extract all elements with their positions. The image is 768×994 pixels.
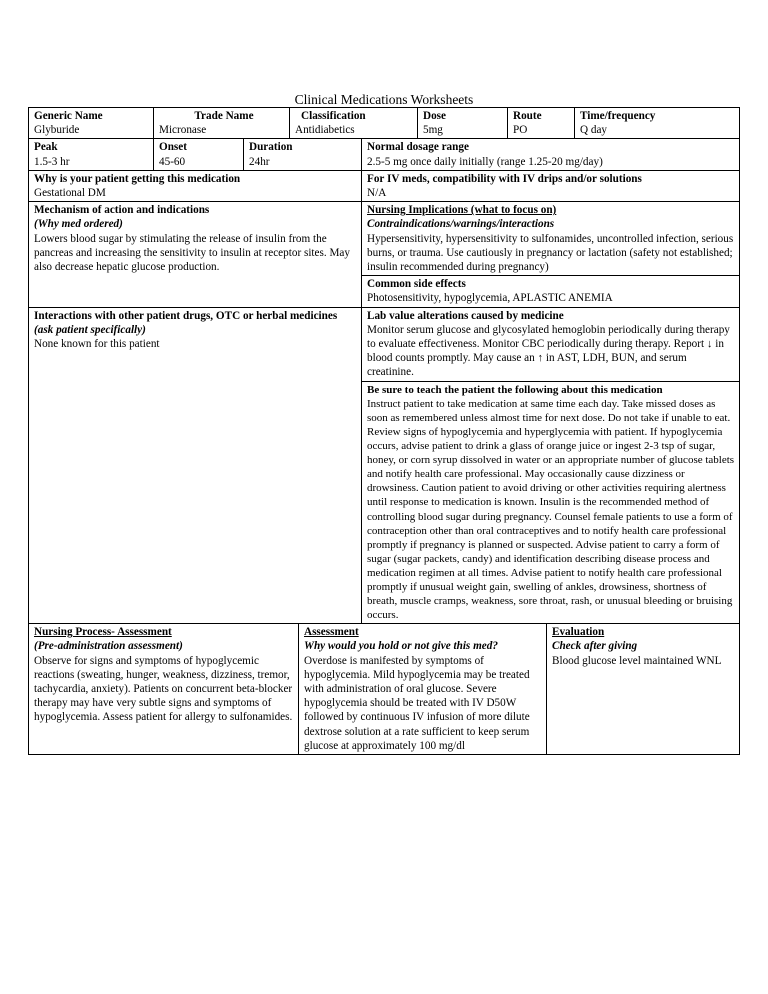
dose-cell bbox=[418, 108, 508, 138]
mechanism-row bbox=[29, 202, 739, 307]
patient-teaching-value: Instruct patient to take medication at same time each day. Take missed doses as soon as remembered unless almost time for next dose. Do not take if unable to eat. Review signs of hypoglycemia and hyperglycemia with patient. If hypoglycemia occurs, advise patient to drink a glass of orange juice or ingest 2-3 tsp of sugar, honey, or corn syrup dissolved in water or an appropriate number of glucose tablets and notify health care professional. May occasionally cause dizziness or drowsiness. Caution patient to avoid driving or other activities requiring alertness until response to medication is known. Insulin is the recommended method of controlling blood sugar during pregnancy. Counsel female patients to use a form of contraception other than oral contraceptives and to notify health care professional promptly if pregnancy is planned or suspected. Advise patient to carry a form of sugar (sugar packets, candy) and identification describing disease process and medication regimen at all times. Advise patient to notify health care professional promptly if unusual weight gain, swelling of ankles, drowsiness, shortness of breath, muscle cramps, weakness, sore throat, rash, or unusual bleeding or bruising occurs. bbox=[367, 397, 735, 622]
generic-name-cell bbox=[29, 108, 154, 138]
patient-teaching-cell bbox=[362, 382, 739, 624]
time-frequency-cell bbox=[575, 108, 739, 138]
classification-cell bbox=[290, 108, 418, 138]
implications-column bbox=[362, 202, 739, 306]
nursing-implications-label: Nursing Implications (what to focus on) bbox=[367, 204, 557, 217]
pre-administration-value: Observe for signs and symptoms of hypoglycemic reactions (sweating, hunger, weakness, dizziness, tremor, tachycardia, anxiety). Patients on concurrent beta-blocker therapy may have very subtle signs and symptoms of hypoglycemia. Assess patient for allergy to sulfonamides. bbox=[34, 654, 293, 724]
pre-administration-label: (Pre-administration assessment) bbox=[34, 640, 183, 653]
drug-info-row bbox=[29, 108, 739, 139]
peak-value: 1.5-3 hr bbox=[34, 155, 70, 168]
interactions-sublabel: (ask patient specifically) bbox=[34, 323, 146, 336]
interactions-cell bbox=[29, 308, 362, 624]
hold-reason-label: Why would you hold or not give this med? bbox=[304, 640, 498, 653]
classification-label: Classification bbox=[301, 110, 366, 122]
assessment-label: Assessment bbox=[304, 626, 359, 639]
route-label: Route bbox=[513, 110, 542, 122]
contraindications-label: Contraindications/warnings/interactions bbox=[367, 218, 555, 231]
worksheet-table bbox=[28, 107, 740, 755]
nursing-implications-cell bbox=[362, 202, 739, 276]
onset-cell bbox=[154, 139, 244, 169]
hold-assessment-cell bbox=[299, 624, 547, 754]
pharmacokinetics-row bbox=[29, 139, 739, 170]
dose-value: 5mg bbox=[423, 124, 443, 137]
time-frequency-label: Time/frequency bbox=[580, 110, 656, 122]
onset-label: Onset bbox=[159, 141, 187, 154]
patient-teaching-label: Be sure to teach the patient the following about this medication bbox=[367, 383, 663, 396]
nursing-process-label: Nursing Process- Assessment bbox=[34, 626, 172, 639]
lab-alterations-value: Monitor serum glucose and glycosylated hemoglobin periodically during therapy to evaluate effectiveness. Monitor CBC periodically during therapy. Report ↓ in blood counts promptly. May cause an ↑ in AST, LDH, BUN, and serum creatinine. bbox=[367, 323, 730, 379]
check-after-label: Check after giving bbox=[552, 640, 638, 653]
mechanism-label: Mechanism of action and indications bbox=[34, 204, 210, 217]
lab-alterations-cell bbox=[362, 308, 739, 382]
trade-name-value: Micronase bbox=[159, 124, 207, 137]
side-effects-cell bbox=[362, 276, 739, 306]
why-patient-label: Why is your patient getting this medication bbox=[34, 172, 241, 185]
trade-name-label: Trade Name bbox=[194, 110, 254, 122]
trade-name-cell bbox=[154, 108, 290, 138]
duration-label: Duration bbox=[249, 141, 293, 154]
hold-reason-value: Overdose is manifested by symptoms of hypoglycemia. Mild hypoglycemia may be treated with administration of oral glucose. Severe hypoglycemia should be treated with IV D50W followed by continuous IV infusion of more dilute dextrose solution at a rate sufficient to keep serum glucose at approximately 100 mg/dl bbox=[304, 654, 530, 752]
dose-label: Dose bbox=[423, 110, 446, 122]
interactions-row bbox=[29, 308, 739, 625]
evaluation-label: Evaluation bbox=[552, 626, 605, 639]
lab-alterations-label: Lab value alterations caused by medicine bbox=[367, 309, 564, 322]
iv-compatibility-label: For IV meds, compatibility with IV drips and/or solutions bbox=[367, 172, 642, 185]
classification-value: Antidiabetics bbox=[295, 124, 355, 137]
normal-dosage-label: Normal dosage range bbox=[367, 141, 469, 154]
interactions-value: None known for this patient bbox=[34, 338, 160, 351]
normal-dosage-value: 2.5-5 mg once daily initially (range 1.25-20 mg/day) bbox=[367, 155, 603, 168]
why-patient-cell bbox=[29, 171, 362, 201]
why-patient-value: Gestational DM bbox=[34, 187, 106, 200]
iv-compatibility-value: N/A bbox=[367, 187, 387, 200]
route-value: PO bbox=[513, 124, 528, 137]
interactions-label: Interactions with other patient drugs, OTC or herbal medicines bbox=[34, 309, 338, 322]
onset-value: 45-60 bbox=[159, 155, 186, 168]
duration-cell bbox=[244, 139, 362, 169]
peak-label: Peak bbox=[34, 141, 58, 154]
worksheet-title: Clinical Medications Worksheets bbox=[294, 92, 474, 107]
time-frequency-value: Q day bbox=[580, 124, 608, 137]
iv-compatibility-cell bbox=[362, 171, 739, 201]
evaluation-cell bbox=[547, 624, 739, 754]
mechanism-value: Lowers blood sugar by stimulating the release of insulin from the pancreas and increasing the sensitivity to insulin at receptor sites. May also decrease hepatic glucose production. bbox=[34, 232, 350, 274]
nursing-process-row bbox=[29, 624, 739, 754]
mechanism-sublabel: (Why med ordered) bbox=[34, 218, 123, 231]
normal-dosage-cell bbox=[362, 139, 739, 169]
side-effects-label: Common side effects bbox=[367, 278, 466, 291]
side-effects-value: Photosensitivity, hypoglycemia, APLASTIC ANEMIA bbox=[367, 292, 613, 305]
generic-name-value: Glyburide bbox=[34, 124, 80, 137]
route-cell bbox=[508, 108, 575, 138]
lab-teach-column bbox=[362, 308, 739, 624]
pre-administration-cell bbox=[29, 624, 299, 754]
generic-name-label: Generic Name bbox=[34, 110, 103, 122]
contraindications-value: Hypersensitivity, hypersensitivity to sulfonamides, uncontrolled infection, serious burns, or trauma. Use cautiously in pregnancy or lactation (safety not established; insulin recommended during pregnancy) bbox=[367, 232, 734, 274]
duration-value: 24hr bbox=[249, 155, 270, 168]
indication-row bbox=[29, 171, 739, 202]
mechanism-cell bbox=[29, 202, 362, 306]
peak-cell bbox=[29, 139, 154, 169]
evaluation-value: Blood glucose level maintained WNL bbox=[552, 654, 722, 667]
